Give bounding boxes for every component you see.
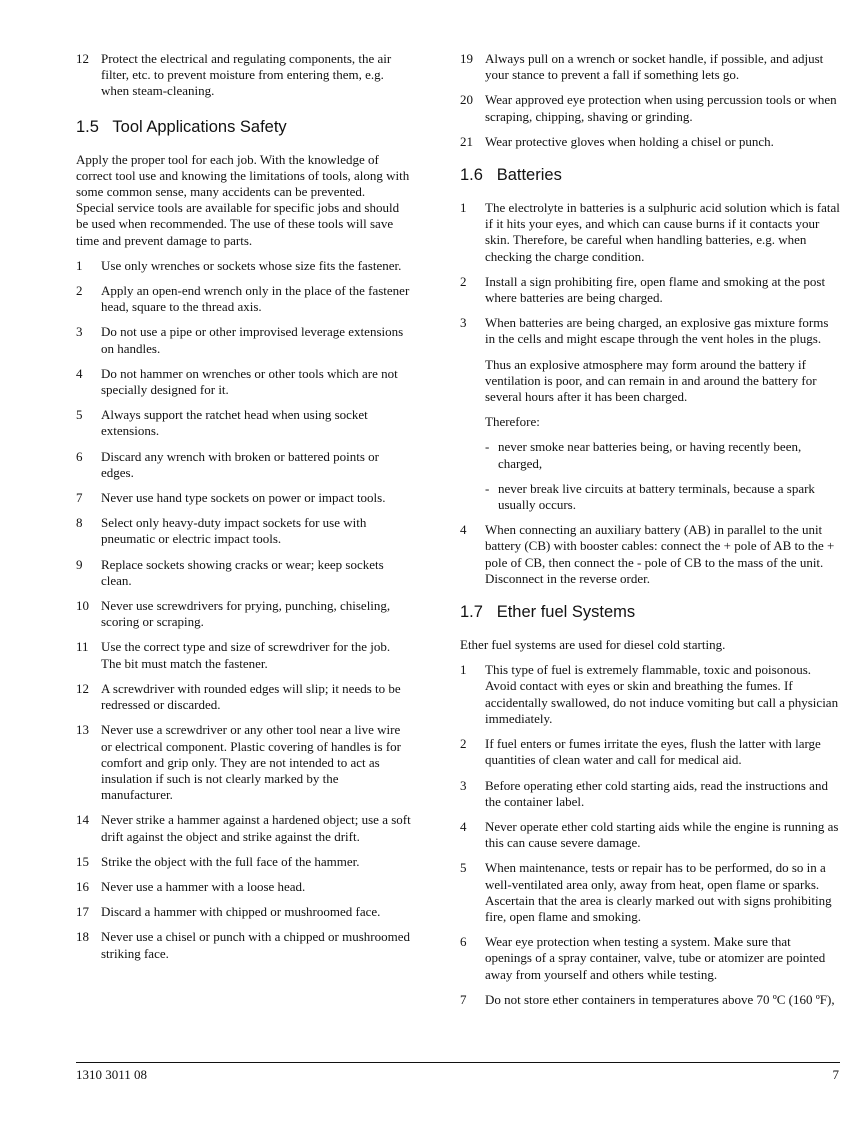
item-text: Wear approved eye protection when using percussion tools or when scraping, chipping, shaving or grinding. xyxy=(485,92,837,124)
item-text: Wear protective gloves when holding a chisel or punch. xyxy=(485,133,774,149)
right-column xyxy=(460,51,840,1017)
item-text: A screwdriver with rounded edges will slip; it needs to be redressed or discarded. xyxy=(101,680,401,713)
section-title: Ether fuel Systems xyxy=(496,603,636,622)
item-number: 20 xyxy=(460,92,473,108)
list-item xyxy=(460,736,840,768)
section-title: Tool Applications Safety xyxy=(112,117,287,136)
dash-bullet: - xyxy=(485,439,490,455)
item-number: 7 xyxy=(460,991,467,1007)
left-column xyxy=(76,51,412,971)
item-number: 4 xyxy=(460,818,467,834)
tool-safety-list-continued xyxy=(460,51,840,150)
item-number: 3 xyxy=(460,315,467,331)
list-item xyxy=(460,274,840,306)
list-item xyxy=(460,662,840,727)
item-number: 12 xyxy=(76,680,89,696)
dash-item xyxy=(485,439,840,471)
list-item xyxy=(460,92,840,124)
item-number: 8 xyxy=(76,515,83,531)
item-text: Strike the object with the full face of the hammer. xyxy=(101,853,360,869)
list-item xyxy=(76,515,412,547)
document-number: 1310 3011 08 xyxy=(76,1067,148,1082)
list-item xyxy=(460,51,840,83)
dash-item xyxy=(485,481,840,513)
item-number: 7 xyxy=(76,490,83,506)
footer-rule xyxy=(76,1062,840,1063)
list-item xyxy=(460,134,840,150)
section-title: Batteries xyxy=(496,166,562,185)
section-number: 1.6 xyxy=(460,166,483,185)
item-text: Never strike a hammer against a hardened object; use a soft drift against the object and strike against the drift. xyxy=(101,812,411,844)
item-number: 2 xyxy=(460,736,467,752)
item-text: Never use a chisel or punch with a chipped or mushroomed striking face. xyxy=(101,929,411,961)
item-text: Protect the electrical and regulating components, the air filter, etc. to prevent moisture from entering them, e.g. when steam-cleaning. xyxy=(101,51,392,99)
list-item xyxy=(76,449,412,481)
dash-bullet: - xyxy=(485,480,490,496)
list-item xyxy=(460,778,840,810)
item-number: 5 xyxy=(76,407,83,423)
list-item xyxy=(76,51,412,100)
item-text: Install a sign prohibiting fire, open flame and smoking at the post where batteries are being charged. xyxy=(485,273,826,306)
item-number: 6 xyxy=(460,934,467,950)
list-item xyxy=(76,929,412,961)
item-text: Never use hand type sockets on power or impact tools. xyxy=(101,490,386,506)
item-text: If fuel enters or fumes irritate the eyes, flush the latter with large quantities of clean water and call for medical aid. xyxy=(485,736,821,768)
item-number: 3 xyxy=(76,324,83,340)
item-text: Select only heavy-duty impact sockets for use with pneumatic or electric impact tools. xyxy=(101,515,367,547)
ether-safety-list xyxy=(460,662,840,1008)
paragraph: Apply the proper tool for each job. With the knowledge of correct tool use and knowing the limitations of tools, along with some common sense, many accidents can be prevented. xyxy=(76,151,410,200)
item-text: Never use a hammer with a loose head. xyxy=(101,878,306,894)
list-item xyxy=(76,366,412,398)
item-number: 21 xyxy=(460,133,473,149)
item-number: 1 xyxy=(460,200,467,216)
item-number: 2 xyxy=(76,283,83,299)
list-item xyxy=(76,598,412,630)
list-item xyxy=(460,200,840,265)
section-heading-1-7 xyxy=(460,602,840,622)
item-text: Wear eye protection when testing a system. Make sure that openings of a spray container, valve, tube or atomizer are pointed away from yourself and others while testing. xyxy=(485,934,826,982)
list-item xyxy=(460,934,840,983)
item-text: Replace sockets showing cracks or wear; keep sockets clean. xyxy=(101,556,384,588)
item-text: The electrolyte in batteries is a sulphuric acid solution which is fatal if it hits your eyes, and which can cause burns if it contacts your skin. Therefore, be careful when handling batteries, e.g. when checking the charge condition. xyxy=(485,200,840,264)
item-text: Do not store ether containers in temperatures above 70 ºC (160 ºF), xyxy=(485,991,835,1007)
list-item xyxy=(76,324,412,356)
item-number: 15 xyxy=(76,853,89,869)
list-item xyxy=(76,812,412,844)
item-text: Apply an open-end wrench only in the place of the fastener head, square to the thread axis. xyxy=(101,283,410,315)
item-number: 5 xyxy=(460,860,467,876)
list-item xyxy=(76,681,412,713)
item-number: 18 xyxy=(76,929,89,945)
item-number: 2 xyxy=(460,273,467,289)
item-number: 10 xyxy=(76,598,89,614)
list-item xyxy=(76,854,412,870)
item-number: 16 xyxy=(76,878,89,894)
section-heading-1-5 xyxy=(76,117,412,137)
list-item xyxy=(76,407,412,439)
list-item xyxy=(460,522,840,587)
item-text: When batteries are being charged, an explosive gas mixture forms in the cells and might escape through the vent holes in the plugs. xyxy=(485,315,829,347)
list-item xyxy=(76,258,412,274)
item-text: Do not hammer on wrenches or other tools which are not specially designed for it. xyxy=(101,365,398,398)
item-text: When connecting an auxiliary battery (AB) in parallel to the unit battery (CB) with booster cables: connect the + pole of AB to the + pole of CB, then connect the - pole of CB to the mass of the unit. Disconnect in the reverse order. xyxy=(485,522,835,586)
item-number: 1 xyxy=(76,257,83,273)
section-number: 1.5 xyxy=(76,117,99,136)
item-number: 3 xyxy=(460,777,467,793)
item-text: Do not use a pipe or other improvised leverage extensions on handles. xyxy=(101,324,404,356)
list-item xyxy=(76,283,412,315)
list-item xyxy=(460,819,840,851)
list-item xyxy=(460,992,840,1008)
item-number: 12 xyxy=(76,51,89,66)
item-number: 19 xyxy=(460,51,473,66)
item-text: This type of fuel is extremely flammable, toxic and poisonous. Avoid contact with eyes or skin and breathing the fumes. If accidentally swallowed, do not induce vomiting but call a physician immediately. xyxy=(485,662,839,726)
tool-safety-list xyxy=(76,258,412,962)
item-text: Use only wrenches or sockets whose size fits the fastener. xyxy=(101,257,402,273)
list-item xyxy=(460,315,840,347)
item-text: When maintenance, tests or repair has to be performed, do so in a well-ventilated area only, away from heat, open flame or sparks. Ascertain that the area is clearly marked out with signs prohibiting fire, open flame and smoking. xyxy=(485,860,832,924)
item-text: Use the correct type and size of screwdriver for the job. The bit must match the fastener. xyxy=(101,639,391,671)
section-heading-1-6 xyxy=(460,165,840,185)
item-number: 9 xyxy=(76,556,83,572)
list-item xyxy=(76,490,412,506)
list-item xyxy=(76,879,412,895)
item-number: 14 xyxy=(76,812,89,828)
list-item xyxy=(76,557,412,589)
item-number: 1 xyxy=(460,662,467,678)
list-item xyxy=(460,860,840,925)
item-number: 17 xyxy=(76,904,89,920)
item-number: 13 xyxy=(76,722,89,738)
item-text: Never operate ether cold starting aids while the engine is running as this can cause severe damage. xyxy=(485,818,839,851)
section-number: 1.7 xyxy=(460,603,483,622)
item-text: Always support the ratchet head when using socket extensions. xyxy=(101,407,368,439)
item-text: Always pull on a wrench or socket handle, if possible, and adjust your stance to prevent a fall if something lets go. xyxy=(485,51,824,83)
list-item xyxy=(76,639,412,671)
item-number: 11 xyxy=(76,639,89,655)
list-item xyxy=(76,904,412,920)
item-number: 4 xyxy=(76,365,83,381)
item-text: Never use screwdrivers for prying, punching, chiseling, scoring or scraping. xyxy=(101,598,391,630)
list-item xyxy=(76,722,412,803)
paragraph: Ether fuel systems are used for diesel cold starting. xyxy=(460,637,726,653)
indented-paragraph: Therefore: xyxy=(485,414,540,430)
item-number: 4 xyxy=(460,522,467,538)
item-number: 6 xyxy=(76,448,83,464)
dash-text: never smoke near batteries being, or having recently been, charged, xyxy=(498,439,802,471)
dash-text: never break live circuits at battery terminals, because a spark usually occurs. xyxy=(498,480,815,513)
paragraph: Special service tools are available for specific jobs and should be used when recommended. The use of these tools will save time and prevent damage to parts. xyxy=(76,200,400,248)
item-text: Never use a screwdriver or any other tool near a live wire or electrical component. Plastic covering of handles is for comfort and grip only. They are not intended to act as insulation if such is not clearly marked by the manufacturer. xyxy=(101,722,401,803)
item-text: Before operating ether cold starting aids, read the instructions and the container label. xyxy=(485,777,828,809)
item-text: Discard a hammer with chipped or mushroomed face. xyxy=(101,904,381,920)
indented-paragraph: Thus an explosive atmosphere may form around the battery if ventilation is poor, and can remain in and around the battery for several hours after it has been charged. xyxy=(485,356,817,405)
item-text: Discard any wrench with broken or battered points or edges. xyxy=(101,448,379,480)
page-number: 7 xyxy=(832,1067,839,1082)
